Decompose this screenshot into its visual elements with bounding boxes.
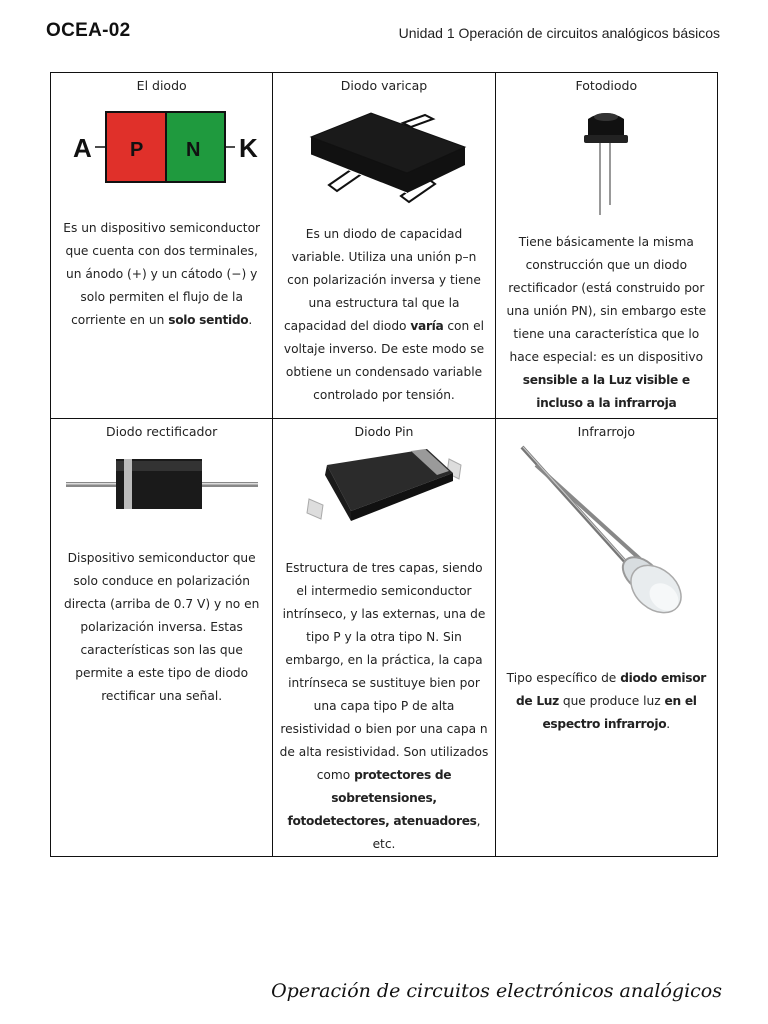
cell-title: Fotodiodo (575, 78, 638, 93)
anode-label: A (72, 133, 92, 163)
desc-text: Tipo específico de (506, 671, 621, 685)
cell-el-diodo (51, 73, 273, 419)
rectifier-diode-icon (62, 439, 262, 519)
n-label: N (185, 139, 201, 161)
photodiode-icon (566, 93, 646, 223)
desc-highlight: protectores de sobretensiones, fotodetectores, atenuadores (287, 768, 477, 828)
cell-diodo-pin (273, 419, 495, 857)
desc-highlight-2: en el espectro infrarrojo (542, 694, 697, 731)
desc-end: que produce luz (558, 694, 665, 708)
diode-table (50, 72, 718, 857)
cell-description (51, 217, 272, 332)
desc-highlight: varía (410, 319, 444, 333)
desc-end: . (248, 313, 253, 327)
desc-text: Estructura de tres capas, siendo el intermedio semiconductor intrínseco, y las externas, una de tipo P y la otra tipo N. Sin embargo, en la práctica, la capa intrínseca se sustituye bien por una capa tipo P de alta resistividad o bien por una capa n de alta resistividad. Son utilizados como (279, 561, 489, 782)
cell-title: El diodo (136, 78, 187, 93)
document-code: OCEA-02 (46, 20, 131, 41)
desc-text: Dispositivo semiconductor que solo conduce en polarización directa (arriba de 0.7 V) y no en polarización inversa. Estas características son las que permite a este tipo de diodo rectificar una señal. (63, 551, 260, 703)
cell-infrarrojo (495, 419, 717, 857)
pin-diode-icon (299, 439, 469, 529)
cell-description (496, 667, 717, 736)
desc-end: con el voltaje inverso. De este modo se obtiene un condensado variable controlado por tensión. (283, 319, 485, 402)
desc-text: Es un dispositivo semiconductor que cuenta con dos terminales, un ánodo (+) y un cátodo (−) y solo permiten el flujo de la corriente en un (63, 221, 261, 327)
cell-title: Diodo varicap (340, 78, 428, 93)
cell-description (51, 547, 272, 708)
p-label: P (129, 139, 143, 161)
desc-highlight: solo sentido (168, 313, 249, 327)
cell-description (273, 557, 494, 856)
cell-description (496, 231, 717, 415)
cathode-label: K (238, 133, 258, 163)
desc-end-2: . (666, 717, 671, 731)
unit-title: Unidad 1 Operación de circuitos analógicos básicos (398, 25, 720, 41)
varicap-diode-icon (289, 93, 479, 213)
ir-led-icon (506, 439, 706, 629)
desc-text: Tiene básicamente la misma construcción que un diodo rectificador (está construido por una unión PN), sin embargo este tiene una característica que lo hace especial: es un dispositivo (506, 235, 707, 364)
cell-description (273, 223, 494, 407)
cell-diodo-rectificador (51, 419, 273, 857)
desc-text: Es un diodo de capacidad variable. Utiliza una unión p–n con polarización inversa y tiene una estructura tal que la capacidad del diodo (283, 227, 481, 333)
cell-title: Diodo Pin (354, 424, 414, 439)
cell-title: Diodo rectificador (106, 424, 218, 439)
cell-diodo-varicap (273, 73, 495, 419)
cell-fotodiodo (495, 73, 717, 419)
pn-junction-icon (57, 93, 267, 193)
footer-title: Operación de circuitos electrónicos analógicos (271, 980, 722, 1002)
desc-highlight: diodo emisor de Luz (515, 671, 706, 708)
desc-end: , etc. (372, 814, 481, 851)
cell-title: Infrarrojo (577, 424, 636, 439)
desc-highlight: sensible a la Luz visible e incluso a la infrarroja (522, 373, 690, 410)
